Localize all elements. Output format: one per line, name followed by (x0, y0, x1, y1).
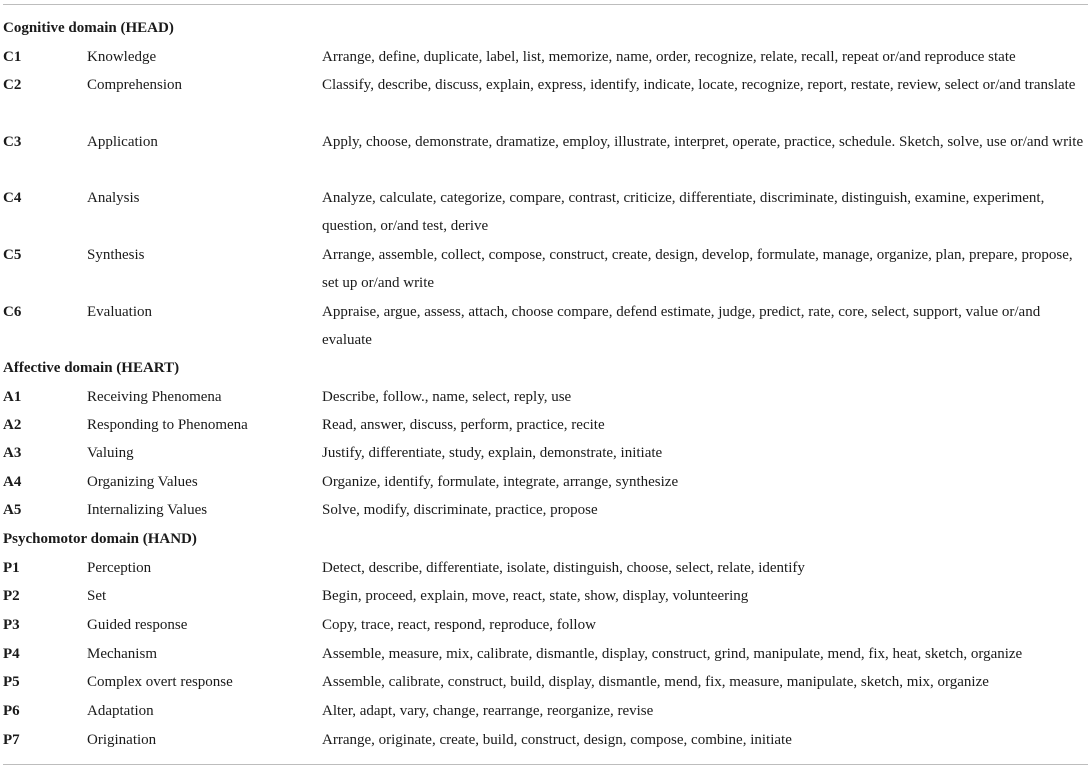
row-level: Set (87, 588, 107, 604)
row-verbs: Classify, describe, discuss, explain, express, identify, indicate, locate, recognize, report, restate, review, select or/and translate (322, 77, 1076, 93)
section-title-affective: Affective domain (HEART) (3, 360, 180, 376)
row-level: Internalizing Values (87, 502, 208, 518)
row-level: Perception (87, 560, 152, 576)
row-level: Valuing (87, 445, 134, 461)
row-verbs: Appraise, argue, assess, attach, choose compare, defend estimate, judge, predict, rate, core, select, support, value or/and evaluate (322, 304, 1041, 348)
row-code: P5 (3, 674, 20, 690)
row-code: A3 (3, 445, 22, 461)
row-code: C5 (3, 247, 22, 263)
row-verbs: Analyze, calculate, categorize, compare, contrast, criticize, differentiate, discriminate, distinguish, examine, experiment, question, or/and test, derive (322, 190, 1045, 234)
row-verbs: Read, answer, discuss, perform, practice, recite (322, 417, 605, 433)
row-level: Origination (87, 732, 157, 748)
section-title-cognitive: Cognitive domain (HEAD) (3, 20, 174, 36)
row-level: Adaptation (87, 703, 154, 719)
row-code: P3 (3, 617, 20, 633)
row-level: Receiving Phenomena (87, 389, 222, 405)
row-level: Comprehension (87, 77, 182, 93)
taxonomy-table (3, 0, 1088, 770)
row-code: C1 (3, 49, 22, 65)
row-verbs: Assemble, calibrate, construct, build, display, dismantle, mend, fix, measure, manipulate, sketch, mix, organize (322, 674, 989, 690)
row-code: P6 (3, 703, 20, 719)
row-verbs: Begin, proceed, explain, move, react, state, show, display, volunteering (322, 588, 749, 604)
row-code: P2 (3, 588, 20, 604)
row-level: Responding to Phenomena (87, 417, 248, 433)
section-title-psychomotor: Psychomotor domain (HAND) (3, 531, 197, 547)
row-verbs: Describe, follow., name, select, reply, use (322, 389, 572, 405)
row-verbs: Arrange, originate, create, build, construct, design, compose, combine, initiate (322, 732, 792, 748)
row-code: C2 (3, 77, 22, 93)
row-verbs: Solve, modify, discriminate, practice, propose (322, 502, 598, 518)
row-code: P1 (3, 560, 20, 576)
row-verbs: Organize, identify, formulate, integrate, arrange, synthesize (322, 474, 679, 490)
row-code: A1 (3, 389, 22, 405)
row-level: Organizing Values (87, 474, 198, 490)
row-verbs: Justify, differentiate, study, explain, demonstrate, initiate (322, 445, 663, 461)
row-code: P7 (3, 732, 20, 748)
row-level: Synthesis (87, 247, 145, 263)
row-code: A2 (3, 417, 22, 433)
row-level: Application (87, 134, 158, 150)
top-rule (3, 4, 1088, 5)
bottom-rule (3, 764, 1088, 765)
row-level: Knowledge (87, 49, 157, 65)
row-code: A5 (3, 502, 22, 518)
row-code: C4 (3, 190, 22, 206)
row-code: C6 (3, 304, 22, 320)
row-verbs: Assemble, measure, mix, calibrate, dismantle, display, construct, grind, manipulate, mend, fix, heat, sketch, organize (322, 646, 1023, 662)
row-level: Mechanism (87, 646, 157, 662)
row-code: A4 (3, 474, 22, 490)
row-level: Guided response (87, 617, 188, 633)
row-verbs: Detect, describe, differentiate, isolate, distinguish, choose, select, relate, identify (322, 560, 805, 576)
row-level: Complex overt response (87, 674, 233, 690)
row-code: C3 (3, 134, 22, 150)
row-verbs: Alter, adapt, vary, change, rearrange, reorganize, revise (322, 703, 654, 719)
row-level: Evaluation (87, 304, 152, 320)
row-verbs: Arrange, assemble, collect, compose, construct, create, design, develop, formulate, manage, organize, plan, prepare, propose, set up or/and write (322, 247, 1073, 291)
row-verbs: Apply, choose, demonstrate, dramatize, employ, illustrate, interpret, operate, practice, schedule. Sketch, solve, use or/and write (322, 134, 1084, 150)
row-verbs: Arrange, define, duplicate, label, list, memorize, name, order, recognize, relate, recall, repeat or/and reproduce state (322, 49, 1016, 65)
row-verbs: Copy, trace, react, respond, reproduce, follow (322, 617, 596, 633)
row-code: P4 (3, 646, 20, 662)
row-level: Analysis (87, 190, 140, 206)
